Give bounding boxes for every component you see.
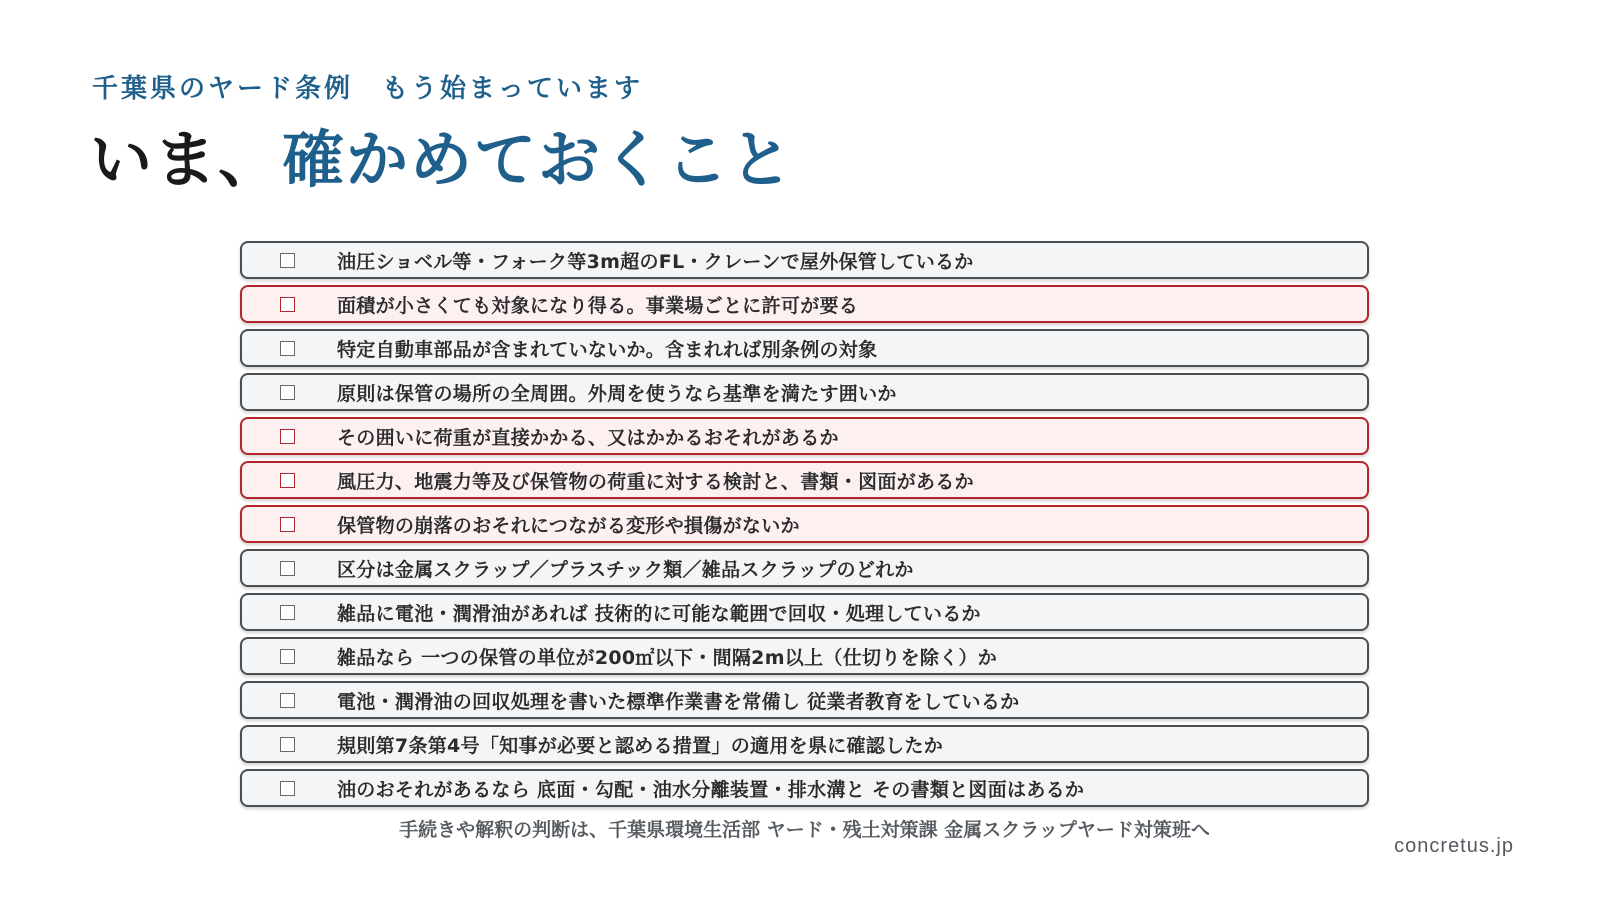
checklist-item[interactable] xyxy=(240,593,1369,631)
checklist-item-text: 保管物の崩落のおそれにつながる変形や損傷がないか xyxy=(337,514,800,537)
page-subtitle: 千葉県のヤード条例 もう始まっています xyxy=(92,74,644,104)
checklist-item[interactable] xyxy=(240,681,1369,719)
page-title-prefix: いま、 xyxy=(90,123,283,196)
checkbox-icon[interactable] xyxy=(280,341,295,356)
checkbox-icon[interactable] xyxy=(280,737,295,752)
checklist-item-text: 油圧ショベル等・フォーク等3m超のFL・クレーンで屋外保管しているか xyxy=(337,250,974,273)
checkbox-icon[interactable] xyxy=(280,781,295,796)
checklist-item-text: 特定自動車部品が含まれていないか。含まれれば別条例の対象 xyxy=(337,338,878,361)
checkbox-icon[interactable] xyxy=(280,517,295,532)
checkbox-icon[interactable] xyxy=(280,473,295,488)
checkbox-icon[interactable] xyxy=(280,385,295,400)
checklist-item-text: 電池・潤滑油の回収処理を書いた標準作業書を常備し 従業者教育をしているか xyxy=(337,690,1020,713)
checkbox-icon[interactable] xyxy=(280,561,295,576)
footer-note: 手続きや解釈の判断は、千葉県環境生活部 ヤード・残土対策課 金属スクラップヤード対策班へ xyxy=(399,819,1210,841)
checklist-item-text: 面積が小さくても対象になり得る。事業場ごとに許可が要る xyxy=(337,294,859,317)
page-title-accent: 確かめておくこと xyxy=(282,123,795,196)
checklist-item-text: 風圧力、地震力等及び保管物の荷重に対する検討と、書類・図面があるか xyxy=(337,470,974,493)
checklist-item-text: 雑品なら 一つの保管の単位が200㎡以下・間隔2m以上（仕切りを除く）か xyxy=(337,646,998,669)
brand-label: concretus.jp xyxy=(1394,835,1514,857)
checkbox-icon[interactable] xyxy=(280,605,295,620)
checklist-item-text: 雑品に電池・潤滑油があれば 技術的に可能な範囲で回収・処理しているか xyxy=(337,602,981,625)
checklist-item[interactable] xyxy=(240,505,1369,543)
checklist-item[interactable] xyxy=(240,725,1369,763)
checkbox-icon[interactable] xyxy=(280,649,295,664)
checklist-item[interactable] xyxy=(240,769,1369,807)
checkbox-icon[interactable] xyxy=(280,693,295,708)
checklist-item-text: 原則は保管の場所の全周囲。外周を使うなら基準を満たす囲いか xyxy=(337,382,897,405)
checklist xyxy=(240,241,1369,813)
checklist-item[interactable] xyxy=(240,285,1369,323)
checklist-item[interactable] xyxy=(240,241,1369,279)
checklist-item-text: その囲いに荷重が直接かかる、又はかかるおそれがあるか xyxy=(337,426,839,449)
checkbox-icon[interactable] xyxy=(280,297,295,312)
checklist-item-text: 規則第7条第4号「知事が必要と認める措置」の適用を県に確認したか xyxy=(337,734,944,757)
checklist-item-text: 区分は金属スクラップ／プラスチック類／雑品スクラップのどれか xyxy=(337,558,914,581)
page-title xyxy=(90,122,794,198)
checklist-item[interactable] xyxy=(240,461,1369,499)
checkbox-icon[interactable] xyxy=(280,253,295,268)
checklist-item-text: 油のおそれがあるなら 底面・勾配・油水分離装置・排水溝と その書類と図面はあるか xyxy=(337,778,1085,801)
checklist-item[interactable] xyxy=(240,637,1369,675)
checklist-item[interactable] xyxy=(240,417,1369,455)
checkbox-icon[interactable] xyxy=(280,429,295,444)
checklist-item[interactable] xyxy=(240,549,1369,587)
checklist-item[interactable] xyxy=(240,329,1369,367)
checklist-item[interactable] xyxy=(240,373,1369,411)
